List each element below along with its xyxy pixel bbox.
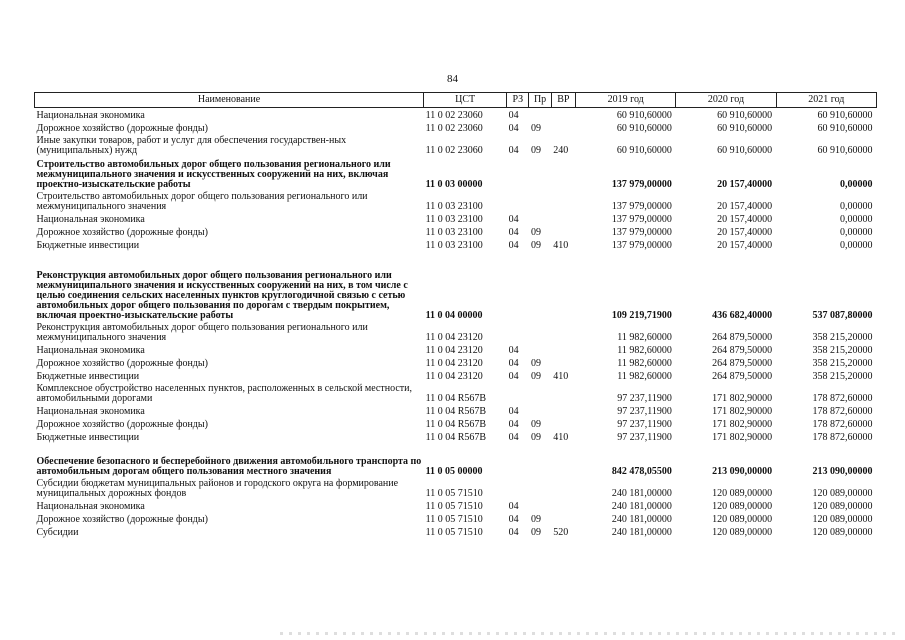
row-vr <box>551 356 575 369</box>
row-cst: 11 0 04 23120 <box>425 344 483 356</box>
row-name: Дорожное хозяйство (дорожные фонды) <box>36 418 208 430</box>
row-2020: 120 089,00000 <box>712 513 773 525</box>
row-2019: 137 979,00000 <box>611 200 672 212</box>
row-name: Бюджетные инвестиции <box>36 370 140 382</box>
table-row <box>35 477 877 499</box>
row-2020: 20 157,40000 <box>717 200 773 212</box>
table-row <box>35 190 877 212</box>
row-name: Дорожное хозяйство (дорожные фонды) <box>36 357 208 369</box>
table-row <box>35 343 877 356</box>
row-rz: 04 <box>508 405 519 417</box>
row-name: Комплексное обустройство населенных пунктов, расположенных в сельской местности, автомобильными дорогами <box>36 382 413 404</box>
row-2021: 537 087,80000 <box>812 309 873 321</box>
row-vr <box>551 212 575 225</box>
row-name: Дорожное хозяйство (дорожные фонды) <box>36 513 208 525</box>
row-2021: 358 215,20000 <box>812 344 873 356</box>
row-2020: 60 910,60000 <box>717 109 773 121</box>
row-name: Строительство автомобильных дорог общего пользования регионального или межмуниципального значения и искусственных сооружений на них, включая проектно-изыскательские работы <box>36 158 391 190</box>
row-2019: 137 979,00000 <box>611 239 672 251</box>
row-2021: 120 089,00000 <box>812 500 873 512</box>
row-name: Бюджетные инвестиции <box>36 431 140 443</box>
header-2020: 2020 год <box>676 93 776 108</box>
row-rz <box>507 477 529 499</box>
row-pr <box>529 108 551 121</box>
row-cst: 11 0 04 23120 <box>425 370 483 382</box>
row-rz <box>507 190 529 212</box>
row-vr: 410 <box>553 370 569 382</box>
row-vr <box>551 190 575 212</box>
row-2020: 171 802,90000 <box>712 405 773 417</box>
row-pr <box>529 382 551 404</box>
row-2019: 240 181,00000 <box>611 526 672 538</box>
row-2020: 120 089,00000 <box>712 487 773 499</box>
row-cst: 11 0 03 23100 <box>425 213 483 225</box>
row-cst: 11 0 04 R567B <box>425 431 487 443</box>
row-cst: 11 0 02 23060 <box>425 122 483 134</box>
row-name: Дорожное хозяйство (дорожные фонды) <box>36 122 208 134</box>
table-row <box>35 212 877 225</box>
row-2020: 20 157,40000 <box>717 239 773 251</box>
row-name: Национальная экономика <box>36 500 145 512</box>
row-pr: 09 <box>530 431 541 443</box>
row-cst: 11 0 02 23060 <box>425 144 483 156</box>
row-rz: 04 <box>508 226 519 238</box>
row-2021: 178 872,60000 <box>812 418 873 430</box>
row-2021: 358 215,20000 <box>812 370 873 382</box>
row-2021: 213 090,00000 <box>812 465 873 477</box>
row-2019: 97 237,11900 <box>617 392 672 404</box>
row-pr: 09 <box>530 144 541 156</box>
row-pr <box>529 321 551 343</box>
table-row <box>35 121 877 134</box>
row-rz: 04 <box>508 109 519 121</box>
row-vr <box>551 156 575 190</box>
row-2020: 264 879,50000 <box>712 344 773 356</box>
row-name: Национальная экономика <box>36 405 145 417</box>
row-2021: 120 089,00000 <box>812 487 873 499</box>
row-pr <box>529 404 551 417</box>
row-2019: 11 982,60000 <box>617 370 672 382</box>
row-2019: 137 979,00000 <box>611 178 672 190</box>
row-cst: 11 0 04 23120 <box>425 331 483 343</box>
table-row <box>35 443 877 477</box>
row-name: Иные закупки товаров, работ и услуг для обеспечения государствен-ных (муниципальных) нужд <box>36 134 347 156</box>
row-2021: 120 089,00000 <box>812 526 873 538</box>
header-2021: 2021 год <box>776 93 876 108</box>
header-cst: ЦСТ <box>424 93 507 108</box>
row-rz: 04 <box>508 122 519 134</box>
row-rz: 04 <box>508 144 519 156</box>
header-rz: РЗ <box>507 93 529 108</box>
row-name: Обеспечение безопасного и бесперебойного движения автомобильного транспорта по автомобильным дорогам общего пользования местного значения <box>36 455 422 477</box>
row-pr <box>529 343 551 356</box>
row-pr: 09 <box>530 122 541 134</box>
row-2021: 178 872,60000 <box>812 431 873 443</box>
row-rz <box>507 321 529 343</box>
row-rz: 04 <box>508 500 519 512</box>
row-2020: 171 802,90000 <box>712 392 773 404</box>
row-rz <box>507 251 529 321</box>
row-rz: 04 <box>508 513 519 525</box>
table-body <box>35 108 877 538</box>
row-rz: 04 <box>508 213 519 225</box>
row-vr <box>551 477 575 499</box>
table-row <box>35 369 877 382</box>
row-rz <box>507 443 529 477</box>
row-rz: 04 <box>508 357 519 369</box>
row-name: Субсидии <box>36 526 79 538</box>
table-row <box>35 238 877 251</box>
table-header-row <box>35 93 877 108</box>
row-2019: 240 181,00000 <box>611 487 672 499</box>
row-2021: 120 089,00000 <box>812 513 873 525</box>
table-row <box>35 108 877 121</box>
row-cst: 11 0 05 00000 <box>425 465 483 477</box>
row-2019: 11 982,60000 <box>617 344 672 356</box>
row-vr <box>551 499 575 512</box>
row-cst: 11 0 03 00000 <box>425 178 483 190</box>
table-row <box>35 404 877 417</box>
budget-table <box>34 92 877 538</box>
row-cst: 11 0 03 23100 <box>425 239 483 251</box>
header-pr: Пр <box>529 93 551 108</box>
row-2020: 60 910,60000 <box>717 122 773 134</box>
row-2021: 0,00000 <box>840 226 873 238</box>
row-2019: 109 219,71900 <box>611 309 672 321</box>
row-vr: 410 <box>553 239 569 251</box>
row-vr <box>551 404 575 417</box>
row-pr <box>529 190 551 212</box>
table-row <box>35 499 877 512</box>
row-rz: 04 <box>508 344 519 356</box>
row-2021: 0,00000 <box>840 213 873 225</box>
row-2020: 171 802,90000 <box>712 418 773 430</box>
row-cst: 11 0 04 23120 <box>425 357 483 369</box>
row-vr <box>551 443 575 477</box>
row-cst: 11 0 05 71510 <box>425 513 483 525</box>
row-2019: 137 979,00000 <box>611 226 672 238</box>
row-2020: 264 879,50000 <box>712 357 773 369</box>
row-2019: 137 979,00000 <box>611 213 672 225</box>
row-rz: 04 <box>508 418 519 430</box>
row-pr <box>529 499 551 512</box>
row-name: Национальная экономика <box>36 109 145 121</box>
row-2019: 842 478,05500 <box>611 465 672 477</box>
row-rz: 04 <box>508 526 519 538</box>
row-name: Национальная экономика <box>36 344 145 356</box>
row-2021: 60 910,60000 <box>817 122 873 134</box>
row-vr <box>551 382 575 404</box>
row-rz: 04 <box>508 239 519 251</box>
row-vr: 520 <box>553 526 569 538</box>
table-row <box>35 156 877 190</box>
table-row <box>35 225 877 238</box>
row-vr <box>551 225 575 238</box>
row-pr: 09 <box>530 226 541 238</box>
row-2020: 120 089,00000 <box>712 500 773 512</box>
row-name: Национальная экономика <box>36 213 145 225</box>
row-pr <box>529 443 551 477</box>
row-2019: 11 982,60000 <box>617 331 672 343</box>
row-vr <box>551 417 575 430</box>
row-2021: 0,00000 <box>840 239 873 251</box>
row-rz: 04 <box>508 370 519 382</box>
row-2021: 358 215,20000 <box>812 331 873 343</box>
table-row <box>35 356 877 369</box>
row-pr: 09 <box>530 239 541 251</box>
row-2021: 178 872,60000 <box>812 392 873 404</box>
row-pr: 09 <box>530 418 541 430</box>
row-2020: 60 910,60000 <box>717 144 773 156</box>
row-2019: 240 181,00000 <box>611 500 672 512</box>
row-2019: 60 910,60000 <box>616 109 672 121</box>
row-cst: 11 0 03 23100 <box>425 226 483 238</box>
table-row <box>35 430 877 443</box>
table-row <box>35 417 877 430</box>
row-pr <box>529 477 551 499</box>
row-pr: 09 <box>530 526 541 538</box>
table-row <box>35 321 877 343</box>
row-2020: 20 157,40000 <box>717 178 773 190</box>
row-name: Дорожное хозяйство (дорожные фонды) <box>36 226 208 238</box>
row-vr <box>551 321 575 343</box>
row-2021: 358 215,20000 <box>812 357 873 369</box>
row-cst: 11 0 04 R567B <box>425 392 487 404</box>
row-cst: 11 0 02 23060 <box>425 109 483 121</box>
row-2020: 20 157,40000 <box>717 213 773 225</box>
row-name: Строительство автомобильных дорог общего пользования регионального или межмуниципального значения <box>36 190 368 212</box>
header-2019: 2019 год <box>576 93 676 108</box>
row-name: Субсидии бюджетам муниципальных районов и городского округа на формирование муниципальных дорожных фондов <box>36 477 399 499</box>
row-2021: 178 872,60000 <box>812 405 873 417</box>
row-pr <box>529 251 551 321</box>
row-cst: 11 0 05 71510 <box>425 526 483 538</box>
row-cst: 11 0 04 R567B <box>425 418 487 430</box>
row-pr <box>529 212 551 225</box>
row-vr: 410 <box>553 431 569 443</box>
header-vr: ВР <box>551 93 575 108</box>
row-cst: 11 0 05 71510 <box>425 500 483 512</box>
row-cst: 11 0 04 00000 <box>425 309 483 321</box>
row-2019: 240 181,00000 <box>611 513 672 525</box>
row-2020: 120 089,00000 <box>712 526 773 538</box>
row-2021: 60 910,60000 <box>817 109 873 121</box>
row-2019: 60 910,60000 <box>616 144 672 156</box>
table-row <box>35 134 877 156</box>
page-number: 84 <box>447 73 458 85</box>
row-2019: 97 237,11900 <box>617 431 672 443</box>
row-2020: 20 157,40000 <box>717 226 773 238</box>
row-pr <box>529 156 551 190</box>
row-rz <box>507 156 529 190</box>
row-cst: 11 0 04 R567B <box>425 405 487 417</box>
row-2021: 0,00000 <box>840 178 873 190</box>
row-name: Бюджетные инвестиции <box>36 239 140 251</box>
row-vr <box>551 121 575 134</box>
row-vr <box>551 251 575 321</box>
row-cst: 11 0 03 23100 <box>425 200 483 212</box>
row-2020: 264 879,50000 <box>712 370 773 382</box>
row-rz <box>507 382 529 404</box>
row-2021: 0,00000 <box>840 200 873 212</box>
table-row <box>35 525 877 538</box>
row-pr: 09 <box>530 357 541 369</box>
row-cst: 11 0 05 71510 <box>425 487 483 499</box>
table-row <box>35 251 877 321</box>
row-vr <box>551 343 575 356</box>
row-2019: 97 237,11900 <box>617 418 672 430</box>
row-name: Реконструкция автомобильных дорог общего пользования регионального или межмуниципального значения и искусственных сооружений на них, в том числе с целью соединения сельских населенных пунктов круглогодичной связью с сетью автомобильных дорог общего пользования по дорогам с твердым покрытием, включая проектно-изыскательские работы <box>36 269 408 321</box>
table-row <box>35 382 877 404</box>
row-2019: 11 982,60000 <box>617 357 672 369</box>
row-vr: 240 <box>553 144 569 156</box>
row-2019: 97 237,11900 <box>617 405 672 417</box>
row-2020: 213 090,00000 <box>712 465 773 477</box>
scan-noise <box>280 632 900 635</box>
row-2020: 436 682,40000 <box>712 309 773 321</box>
row-pr: 09 <box>530 370 541 382</box>
row-2019: 60 910,60000 <box>616 122 672 134</box>
header-name: Наименование <box>35 93 424 108</box>
row-rz: 04 <box>508 431 519 443</box>
row-vr <box>551 512 575 525</box>
table-row <box>35 512 877 525</box>
row-2020: 171 802,90000 <box>712 431 773 443</box>
row-2020: 264 879,50000 <box>712 331 773 343</box>
row-name: Реконструкция автомобильных дорог общего пользования регионального или межмуниципального значения <box>36 321 368 343</box>
row-2021: 60 910,60000 <box>817 144 873 156</box>
row-vr <box>551 108 575 121</box>
row-pr: 09 <box>530 513 541 525</box>
